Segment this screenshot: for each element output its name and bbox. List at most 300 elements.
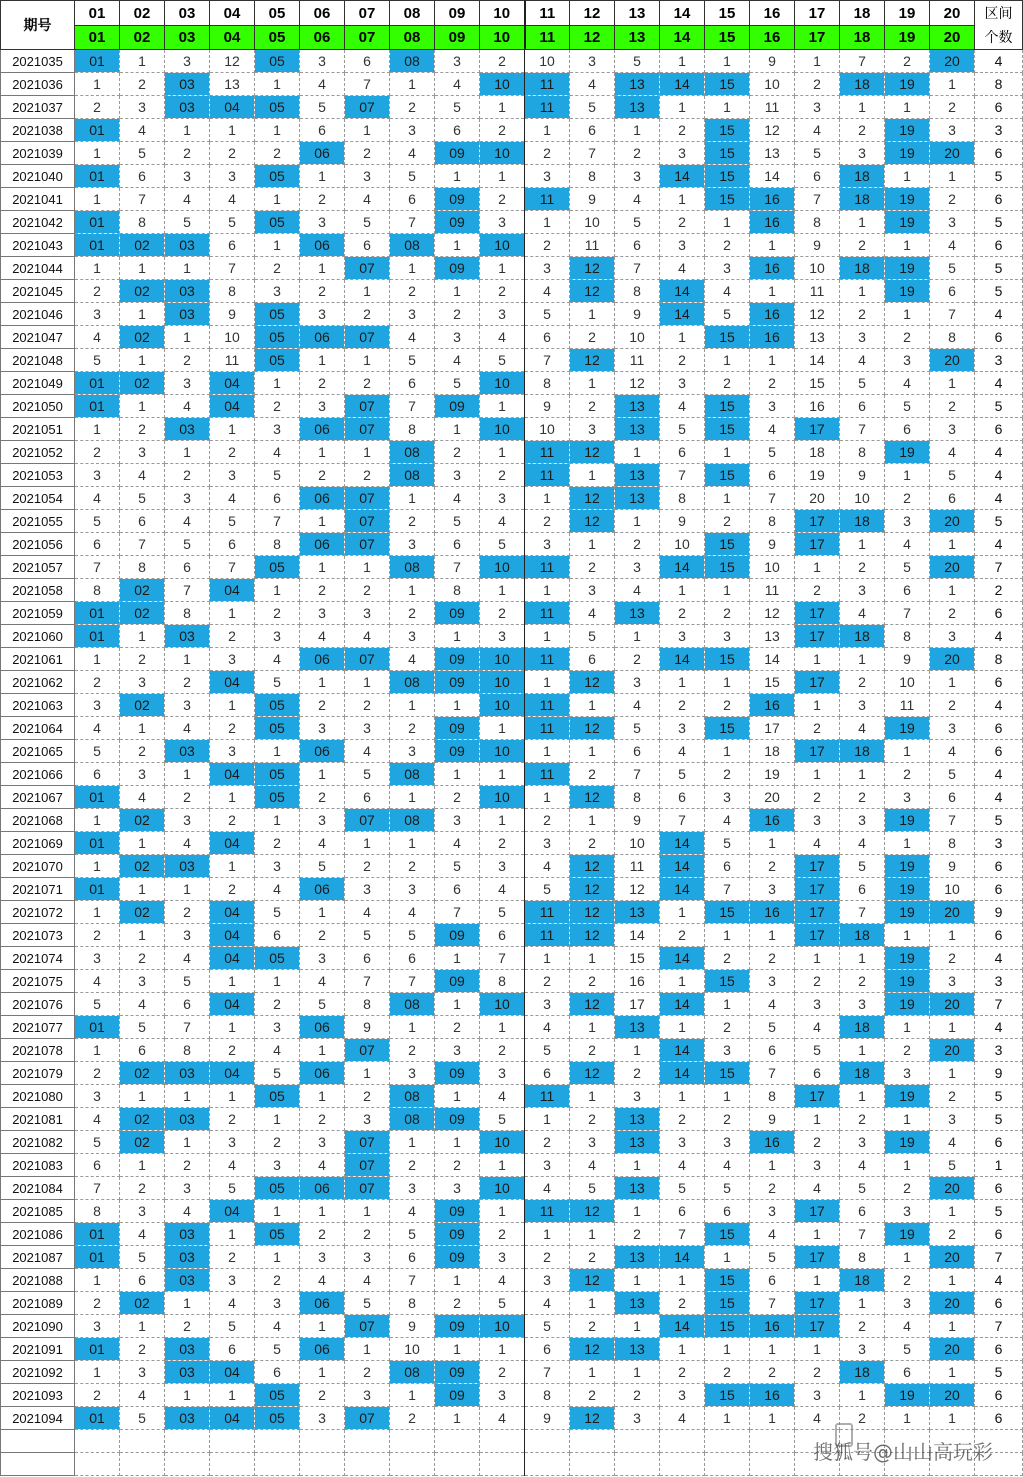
omission-cell: 1 <box>885 1016 930 1039</box>
omission-cell: 1 <box>210 119 255 142</box>
omission-cell: 1 <box>525 579 570 602</box>
omission-cell: 1 <box>435 165 480 188</box>
omission-cell: 3 <box>930 1108 975 1131</box>
omission-cell: 8 <box>435 579 480 602</box>
omission-cell: 2 <box>840 671 885 694</box>
omission-cell: 20 <box>795 487 840 510</box>
drawn-number-cell: 03 <box>165 280 210 303</box>
omission-cell: 3 <box>300 947 345 970</box>
omission-cell: 2 <box>210 878 255 901</box>
omission-cell: 1 <box>345 1338 390 1361</box>
drawn-number-cell: 06 <box>300 326 345 349</box>
omission-cell: 5 <box>705 1177 750 1200</box>
omission-cell: 1 <box>660 970 705 993</box>
table-row <box>1 740 1023 763</box>
omission-cell: 8 <box>75 1200 120 1223</box>
omission-cell: 8 <box>795 211 840 234</box>
omission-cell: 3 <box>480 1246 525 1269</box>
omission-cell: 2 <box>525 970 570 993</box>
omission-cell: 3 <box>120 1200 165 1223</box>
omission-cell: 1 <box>660 1085 705 1108</box>
omission-cell: 5 <box>75 1131 120 1154</box>
drawn-number-cell: 16 <box>750 809 795 832</box>
omission-cell: 2 <box>300 1384 345 1407</box>
omission-cell: 16 <box>795 395 840 418</box>
period-cell: 2021072 <box>1 901 75 924</box>
omission-cell: 1 <box>660 188 705 211</box>
omission-cell: 2 <box>840 970 885 993</box>
omission-cell: 4 <box>660 1154 705 1177</box>
omission-cell: 2 <box>930 602 975 625</box>
drawn-number-cell: 19 <box>885 1085 930 1108</box>
omission-cell: 4 <box>750 1223 795 1246</box>
drawn-number-cell: 08 <box>390 993 435 1016</box>
omission-cell: 6 <box>165 556 210 579</box>
omission-cell: 5 <box>120 1407 165 1430</box>
table-row <box>1 211 1023 234</box>
omission-cell: 10 <box>750 73 795 96</box>
omission-cell: 7 <box>390 211 435 234</box>
omission-cell: 3 <box>525 1154 570 1177</box>
zone-count-cell: 5 <box>975 211 1023 234</box>
drawn-number-cell: 05 <box>255 786 300 809</box>
omission-cell: 4 <box>480 1269 525 1292</box>
omission-cell: 14 <box>750 648 795 671</box>
drawn-number-cell: 10 <box>480 73 525 96</box>
omission-cell: 12 <box>750 119 795 142</box>
drawn-number-cell: 20 <box>930 1384 975 1407</box>
drawn-number-cell: 20 <box>930 1039 975 1062</box>
omission-cell: 1 <box>570 809 615 832</box>
column-header-01: 01 <box>75 1 120 26</box>
drawn-number-cell: 01 <box>75 372 120 395</box>
table-row <box>1 326 1023 349</box>
omission-cell: 4 <box>210 1154 255 1177</box>
omission-cell: 1 <box>300 510 345 533</box>
omission-cell: 1 <box>300 1315 345 1338</box>
omission-cell: 6 <box>795 1062 840 1085</box>
drawn-number-cell: 12 <box>570 1269 615 1292</box>
omission-cell: 1 <box>885 1108 930 1131</box>
omission-cell: 1 <box>615 1269 660 1292</box>
drawn-number-cell: 09 <box>435 1062 480 1085</box>
omission-cell: 1 <box>930 1016 975 1039</box>
omission-cell: 6 <box>390 1246 435 1269</box>
omission-cell: 4 <box>255 441 300 464</box>
omission-cell: 4 <box>165 395 210 418</box>
drawn-number-cell: 12 <box>570 487 615 510</box>
omission-cell: 2 <box>930 694 975 717</box>
drawn-number-cell: 01 <box>75 119 120 142</box>
drawn-number-cell: 18 <box>840 625 885 648</box>
zone-count-cell: 4 <box>975 441 1023 464</box>
omission-cell: 2 <box>750 947 795 970</box>
omission-cell: 5 <box>165 533 210 556</box>
drawn-number-cell: 14 <box>660 1315 705 1338</box>
omission-cell: 2 <box>75 441 120 464</box>
omission-cell: 2 <box>570 1108 615 1131</box>
omission-cell: 3 <box>390 533 435 556</box>
zone-count-cell: 4 <box>975 1269 1023 1292</box>
zone-count-cell: 4 <box>975 533 1023 556</box>
omission-cell: 11 <box>750 96 795 119</box>
drawn-number-cell: 01 <box>75 1407 120 1430</box>
omission-cell: 7 <box>615 257 660 280</box>
omission-cell: 5 <box>345 1292 390 1315</box>
green-header-09: 09 <box>435 26 480 50</box>
drawn-number-cell: 15 <box>705 1062 750 1085</box>
period-cell: 2021068 <box>1 809 75 832</box>
empty-cell <box>165 1430 210 1453</box>
omission-cell: 1 <box>165 1085 210 1108</box>
omission-cell: 1 <box>705 924 750 947</box>
omission-cell: 1 <box>750 1154 795 1177</box>
table-row <box>1 832 1023 855</box>
omission-cell: 1 <box>210 602 255 625</box>
table-row <box>1 1131 1023 1154</box>
omission-cell: 3 <box>525 257 570 280</box>
drawn-number-cell: 07 <box>345 1131 390 1154</box>
omission-cell: 7 <box>660 464 705 487</box>
omission-cell: 6 <box>120 1039 165 1062</box>
omission-cell: 6 <box>75 1154 120 1177</box>
drawn-number-cell: 17 <box>795 1292 840 1315</box>
omission-cell: 5 <box>705 303 750 326</box>
omission-cell: 2 <box>525 809 570 832</box>
green-header-06: 06 <box>300 26 345 50</box>
omission-cell: 6 <box>840 878 885 901</box>
drawn-number-cell: 11 <box>525 188 570 211</box>
omission-cell: 9 <box>345 1016 390 1039</box>
omission-cell: 2 <box>930 188 975 211</box>
omission-cell: 4 <box>795 119 840 142</box>
omission-cell: 1 <box>300 1200 345 1223</box>
drawn-number-cell: 14 <box>660 832 705 855</box>
omission-cell: 4 <box>435 487 480 510</box>
period-cell: 2021071 <box>1 878 75 901</box>
omission-cell: 4 <box>345 740 390 763</box>
omission-cell: 2 <box>795 717 840 740</box>
table-row <box>1 372 1023 395</box>
omission-cell: 1 <box>210 418 255 441</box>
drawn-number-cell: 01 <box>75 234 120 257</box>
drawn-number-cell: 18 <box>840 740 885 763</box>
omission-cell: 1 <box>750 1407 795 1430</box>
omission-cell: 8 <box>165 1039 210 1062</box>
column-header-07: 07 <box>345 1 390 26</box>
zone-count-cell: 4 <box>975 694 1023 717</box>
omission-cell: 6 <box>525 1338 570 1361</box>
omission-cell: 5 <box>615 50 660 73</box>
drawn-number-cell: 20 <box>930 1246 975 1269</box>
drawn-number-cell: 09 <box>435 211 480 234</box>
omission-cell: 7 <box>435 901 480 924</box>
omission-cell: 1 <box>165 119 210 142</box>
omission-cell: 2 <box>480 188 525 211</box>
omission-cell: 6 <box>390 372 435 395</box>
drawn-number-cell: 05 <box>255 50 300 73</box>
drawn-number-cell: 13 <box>615 96 660 119</box>
drawn-number-cell: 14 <box>660 947 705 970</box>
omission-cell: 14 <box>750 165 795 188</box>
drawn-number-cell: 08 <box>390 809 435 832</box>
omission-cell: 5 <box>390 924 435 947</box>
omission-cell: 9 <box>390 1315 435 1338</box>
drawn-number-cell: 11 <box>525 694 570 717</box>
omission-cell: 2 <box>300 579 345 602</box>
zone-count-cell: 6 <box>975 1223 1023 1246</box>
omission-cell: 2 <box>120 73 165 96</box>
omission-cell: 1 <box>615 1039 660 1062</box>
drawn-number-cell: 19 <box>885 947 930 970</box>
table-row <box>1 763 1023 786</box>
omission-cell: 9 <box>885 648 930 671</box>
omission-cell: 1 <box>885 96 930 119</box>
omission-cell: 1 <box>120 303 165 326</box>
drawn-number-cell: 19 <box>885 73 930 96</box>
omission-cell: 4 <box>75 487 120 510</box>
omission-cell: 4 <box>390 1200 435 1223</box>
drawn-number-cell: 07 <box>345 395 390 418</box>
drawn-number-cell: 07 <box>345 1177 390 1200</box>
omission-cell: 1 <box>435 625 480 648</box>
drawn-number-cell: 10 <box>480 234 525 257</box>
omission-cell: 2 <box>705 947 750 970</box>
omission-cell: 2 <box>480 119 525 142</box>
drawn-number-cell: 05 <box>255 556 300 579</box>
omission-cell: 8 <box>930 326 975 349</box>
drawn-number-cell: 14 <box>660 165 705 188</box>
omission-cell: 2 <box>255 602 300 625</box>
omission-cell: 8 <box>930 832 975 855</box>
omission-cell: 5 <box>120 487 165 510</box>
omission-cell: 6 <box>795 165 840 188</box>
drawn-number-cell: 10 <box>480 993 525 1016</box>
omission-cell: 7 <box>75 1177 120 1200</box>
drawn-number-cell: 04 <box>210 1200 255 1223</box>
empty-cell <box>345 1453 390 1476</box>
omission-cell: 2 <box>615 1223 660 1246</box>
drawn-number-cell: 03 <box>165 96 210 119</box>
omission-cell: 3 <box>525 993 570 1016</box>
omission-cell: 4 <box>165 947 210 970</box>
omission-cell: 3 <box>570 579 615 602</box>
column-header-17: 17 <box>795 1 840 26</box>
omission-cell: 6 <box>345 50 390 73</box>
omission-cell: 2 <box>435 441 480 464</box>
omission-cell: 1 <box>930 1269 975 1292</box>
omission-cell: 4 <box>885 1315 930 1338</box>
omission-cell: 5 <box>435 372 480 395</box>
omission-cell: 3 <box>750 878 795 901</box>
drawn-number-cell: 07 <box>345 648 390 671</box>
zone-count-cell: 4 <box>975 786 1023 809</box>
omission-cell: 1 <box>795 1338 840 1361</box>
drawn-number-cell: 18 <box>840 510 885 533</box>
omission-cell: 2 <box>345 464 390 487</box>
drawn-number-cell: 03 <box>165 303 210 326</box>
omission-cell: 6 <box>660 786 705 809</box>
green-header-12: 12 <box>570 26 615 50</box>
omission-cell: 4 <box>165 188 210 211</box>
omission-cell: 3 <box>480 855 525 878</box>
table-row <box>1 119 1023 142</box>
zone-count-cell: 5 <box>975 165 1023 188</box>
omission-cell: 5 <box>75 740 120 763</box>
drawn-number-cell: 01 <box>75 50 120 73</box>
omission-cell: 2 <box>840 119 885 142</box>
omission-cell: 5 <box>840 1177 885 1200</box>
omission-cell: 2 <box>390 855 435 878</box>
omission-cell: 4 <box>705 1154 750 1177</box>
omission-cell: 3 <box>840 993 885 1016</box>
omission-cell: 1 <box>615 1315 660 1338</box>
omission-cell: 3 <box>885 1062 930 1085</box>
drawn-number-cell: 06 <box>300 234 345 257</box>
omission-cell: 1 <box>390 73 435 96</box>
omission-cell: 12 <box>210 50 255 73</box>
omission-cell: 1 <box>930 73 975 96</box>
omission-cell: 2 <box>210 717 255 740</box>
zone-count-cell: 9 <box>975 1062 1023 1085</box>
omission-cell: 17 <box>750 717 795 740</box>
omission-cell: 3 <box>300 1246 345 1269</box>
omission-cell: 1 <box>345 671 390 694</box>
drawn-number-cell: 19 <box>885 257 930 280</box>
table-row <box>1 648 1023 671</box>
omission-cell: 4 <box>120 786 165 809</box>
empty-cell <box>1 1430 75 1453</box>
omission-cell: 6 <box>840 395 885 418</box>
omission-cell: 1 <box>660 1338 705 1361</box>
omission-cell: 5 <box>390 1223 435 1246</box>
zone-count-cell: 4 <box>975 464 1023 487</box>
omission-cell: 1 <box>570 464 615 487</box>
omission-cell: 5 <box>930 464 975 487</box>
omission-cell: 9 <box>570 188 615 211</box>
omission-cell: 7 <box>840 1223 885 1246</box>
omission-cell: 1 <box>255 1246 300 1269</box>
empty-cell <box>300 1430 345 1453</box>
drawn-number-cell: 03 <box>165 1246 210 1269</box>
drawn-number-cell: 13 <box>615 1338 660 1361</box>
table-row <box>1 1039 1023 1062</box>
omission-cell: 1 <box>795 1108 840 1131</box>
drawn-number-cell: 11 <box>525 1200 570 1223</box>
omission-cell: 11 <box>570 234 615 257</box>
omission-cell: 2 <box>345 303 390 326</box>
drawn-number-cell: 17 <box>795 1315 840 1338</box>
omission-cell: 14 <box>615 924 660 947</box>
omission-cell: 2 <box>255 257 300 280</box>
omission-cell: 2 <box>885 326 930 349</box>
drawn-number-cell: 08 <box>390 234 435 257</box>
omission-cell: 3 <box>525 1269 570 1292</box>
omission-cell: 4 <box>390 648 435 671</box>
drawn-number-cell: 08 <box>390 1108 435 1131</box>
drawn-number-cell: 01 <box>75 1223 120 1246</box>
omission-cell: 1 <box>525 625 570 648</box>
zone-count-cell: 1 <box>975 1154 1023 1177</box>
omission-cell: 2 <box>570 1384 615 1407</box>
drawn-number-cell: 09 <box>435 395 480 418</box>
omission-cell: 2 <box>840 556 885 579</box>
omission-cell: 1 <box>705 579 750 602</box>
omission-cell: 8 <box>480 970 525 993</box>
table-row <box>1 878 1023 901</box>
period-cell: 2021042 <box>1 211 75 234</box>
omission-cell: 17 <box>615 993 660 1016</box>
omission-cell: 3 <box>840 1338 885 1361</box>
omission-cell: 3 <box>660 372 705 395</box>
omission-cell: 4 <box>525 280 570 303</box>
omission-cell: 1 <box>435 280 480 303</box>
omission-cell: 1 <box>930 671 975 694</box>
empty-cell <box>660 1430 705 1453</box>
omission-cell: 9 <box>615 303 660 326</box>
omission-cell: 2 <box>795 1361 840 1384</box>
period-cell: 2021064 <box>1 717 75 740</box>
drawn-number-cell: 08 <box>390 556 435 579</box>
column-header-20: 20 <box>930 1 975 26</box>
omission-cell: 1 <box>300 556 345 579</box>
omission-cell: 8 <box>750 510 795 533</box>
omission-cell: 2 <box>570 556 615 579</box>
omission-cell: 4 <box>840 717 885 740</box>
green-header-10: 10 <box>480 26 525 50</box>
omission-cell: 2 <box>255 1131 300 1154</box>
green-header-05: 05 <box>255 26 300 50</box>
table-row <box>1 1407 1023 1430</box>
omission-cell: 2 <box>165 464 210 487</box>
omission-cell: 3 <box>795 809 840 832</box>
omission-cell: 3 <box>75 947 120 970</box>
drawn-number-cell: 10 <box>480 556 525 579</box>
drawn-number-cell: 20 <box>930 648 975 671</box>
drawn-number-cell: 14 <box>660 1246 705 1269</box>
omission-cell: 4 <box>300 73 345 96</box>
zone-count-cell: 6 <box>975 1177 1023 1200</box>
omission-cell: 5 <box>210 1315 255 1338</box>
omission-cell: 1 <box>480 579 525 602</box>
table-row <box>1 671 1023 694</box>
omission-cell: 1 <box>570 740 615 763</box>
omission-cell: 5 <box>570 625 615 648</box>
omission-cell: 3 <box>75 303 120 326</box>
omission-cell: 4 <box>255 1315 300 1338</box>
omission-cell: 5 <box>390 349 435 372</box>
column-header-14: 14 <box>660 1 705 26</box>
drawn-number-cell: 13 <box>615 418 660 441</box>
zone-count-cell: 7 <box>975 1315 1023 1338</box>
omission-cell: 3 <box>480 487 525 510</box>
table-row <box>1 970 1023 993</box>
drawn-number-cell: 15 <box>705 901 750 924</box>
omission-cell: 2 <box>795 970 840 993</box>
watermark: 搜狐号@山山高玩彩 <box>813 1440 993 1464</box>
omission-cell: 1 <box>930 1062 975 1085</box>
drawn-number-cell: 16 <box>750 1384 795 1407</box>
table-row <box>1 1177 1023 1200</box>
omission-cell: 3 <box>300 211 345 234</box>
omission-cell: 3 <box>750 395 795 418</box>
omission-cell: 1 <box>345 1062 390 1085</box>
omission-cell: 2 <box>525 1246 570 1269</box>
omission-cell: 9 <box>525 395 570 418</box>
omission-cell: 1 <box>840 1292 885 1315</box>
omission-cell: 10 <box>615 832 660 855</box>
drawn-number-cell: 20 <box>930 50 975 73</box>
